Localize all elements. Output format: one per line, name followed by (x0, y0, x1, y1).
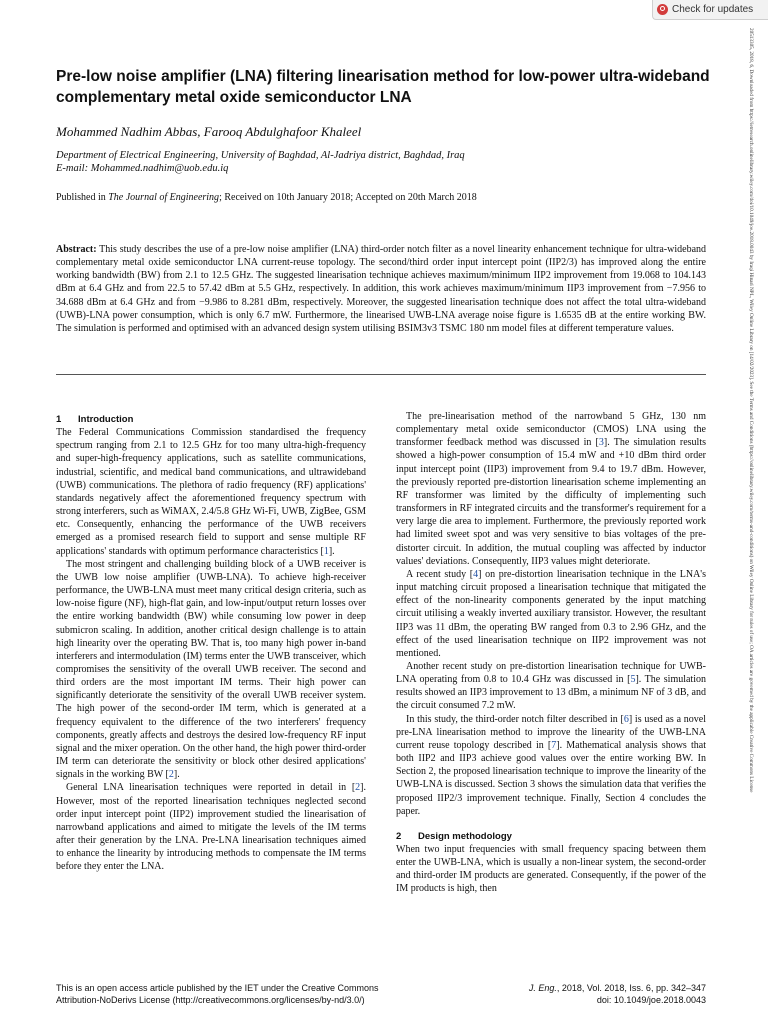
check-for-updates-label: Check for updates (672, 4, 754, 15)
citation-link[interactable]: 1 (323, 545, 329, 557)
paragraph: A recent study [4] on pre-distortion linearisation technique in the LNA's input matching circuit proposed a linearisation technique that mitigated the effect of the non-linearity components generated by the input matching circuit utilising a weakly inverted auxiliary transistor. However, the resultant IIP3 was 11 dBm, the operating BW ranged from 0.3 to 2.96 GHz, and the effect of the used linearisation technique on IIP2 improvement was not mentioned. (396, 568, 706, 659)
update-icon (657, 4, 668, 15)
citation-link[interactable]: 7 (551, 739, 557, 751)
license-footer: This is an open access article published by the IET under the Creative Commons Attribution-NoDerivs License (http://creativecommons.org/licenses/by-nd/3.0/) (56, 982, 456, 1006)
paragraph: General LNA linearisation techniques were reported in detail in [2]. However, most of the reported linearisation techniques neglected second order input intercept point (IIP2) improvement studied the linearisation of narrowband applications and aimed to mitigate the levels of the IM terms after their generation by the LNA. Pre-LNA linearisation techniques aimed to enhance the linearity by introducing methods to compensate the IM terms before they enter the LNA. (56, 782, 366, 873)
paragraph: Another recent study on pre-distortion linearisation technique for UWB-LNA operating from 0.8 to 10.4 GHz was discussed in [5]. The simulation results showed an IIP3 improvement to 13 dBm, a minimum NF of 3 dB, and the circuit consumed 7.2 mW. (396, 660, 706, 712)
check-for-updates-badge[interactable] (652, 0, 768, 20)
affiliation-department: Department of Electrical Engineering, University of Baghdad, Al-Jadriya district, Baghdad, Iraq (56, 150, 465, 161)
abstract-text: This study describes the use of a pre-low noise amplifier (LNA) third-order notch filter as a novel linearity enhancement technique for ultra-wideband complementary metal oxide semiconductor LNA current-reuse topology. The second/third order input intercept point (IIP2/3) has improved along the entire working bandwidth (BW) from 2.1 to 12.5 GHz. The suggested linearisation technique achieves maximum/minimum IIP2 improvement from 19.068 to 104.143 dBm at 6.4 GHz and from 22.5 to 57.42 dBm at 5.5 GHz, respectively. In addition, this work achieves maximum/minimum IIP3 improvement from −7.956 to 34.688 dBm at 6.4 GHz and from −9.986 to 8.281 dBm, respectively. Moreover, the suggested linearisation technique does not affect the total ultra-wideband (UWB)-LNA power consumption, which is only 6.7 mW. Furthermore, the linearised UWB-LNA average noise figure is 1.6535 dB at the entire working BW. The simulation is performed and optimised with an advanced design system utilising BSIM3v3 TSMC 180 nm model files at different temperature values. (56, 244, 707, 334)
license-link[interactable]: Attribution-NoDerivs License (http://creativecommons.org/licenses/by-nd/3.0/) (56, 995, 365, 1005)
abstract-divider (56, 374, 706, 375)
citation-link[interactable]: 5 (630, 674, 636, 686)
paper-title: Pre-low noise amplifier (LNA) filtering linearisation method for low-power ultra-wideband complementary metal oxide semiconductor LNA (56, 68, 710, 106)
citation-link[interactable]: 6 (623, 713, 629, 725)
citation-footer: J. Eng., 2018, Vol. 2018, Iss. 6, pp. 342–347 doi: 10.1049/joe.2018.0043 (460, 982, 706, 1006)
citation-link[interactable]: 3 (598, 437, 604, 449)
publication-info: Published in The Journal of Engineering; Received on 10th January 2018; Accepted on 20th March 2018 (56, 192, 477, 203)
affiliation-email[interactable]: E-mail: Mohammed.nadhim@uob.edu.iq (56, 163, 229, 174)
citation-link[interactable]: 4 (473, 568, 479, 580)
right-column (396, 410, 706, 896)
abstract-label: Abstract: (56, 244, 97, 255)
journal-name: The Journal of Engineering (108, 192, 220, 203)
citation-link[interactable]: 2 (355, 782, 361, 794)
paragraph: The Federal Communications Commission standardised the frequency spectrum ranging from 2.1 to 12.5 GHz for too many ultra-high-frequency and super-high-frequency applications, such as satellite communications, industrial, scientific, and medical band communications, and ultrawideband (UWB) communications. The plethora of radio frequency (RF) applications' standards negatively affect the aforementioned frequency spectrum with strong interferers, such as WiMAX, 2.4/5.8 GHz Wi-Fi, UWB, ZigBee, GSM etc. Consequently, enhancing the performance of the UWB receivers emerged as a promised research field to support and sense multiple RF applications' standards with optimum performance characteristics [1]. (56, 427, 366, 557)
section-heading-introduction: 1 Introduction (56, 414, 134, 425)
section-heading-design-methodology: 2 Design methodology (396, 830, 512, 842)
left-column (56, 413, 366, 873)
doi[interactable]: doi: 10.1049/joe.2018.0043 (596, 995, 706, 1005)
abstract (56, 243, 706, 335)
authors: Mohammed Nadhim Abbas, Farooq Abdulghafoor Khaleel (56, 124, 362, 139)
paragraph: In this study, the third-order notch filter described in [6] is used as a novel pre-LNA linearisation method to improve the linearity of the UWB-LNA current reuse topology described in [7]. Mathematical analysis shows that both IIP2 and IIP3 achieve good values over the entire working BW. In Section 2, the proposed linearisation technique to improve the linearity of the UWB-LNA is discussed. Section 3 shows the simulation data that verifies the proposed IIP2/3 improvement technique. Finally, Section 4 concludes the paper. (396, 713, 706, 817)
paragraph: The most stringent and challenging building block of a UWB receiver is the UWB low noise amplifier (UWB-LNA). To achieve high-receiver performance, the UWB-LNA must meet many critical design criteria, such as low-noise figure (NF), high-flat gain, and low-input/output return losses over the entire working bandwidth (BW) while consuming low power in deep submicron scaling. In addition, another critical design challenge is to attain high linearity over the operating BW. That is, too many high power in-band interferers and intermodulation (IM) terms enter the UWB transceiver, which compromises the sensitivity of the overall UWB receiver. The second and third orders are the most important IM terms. Their high power can significantly deteriorate the sensitivity of the overall UWB receiver system. The high power of the second-order IM term, which is generated at a frequency equivalent to the difference of the two interferers' frequency components, greatly affects and destroys the desired low-frequency RF input signal and the mixer operation. On the other hand, the high power third-order IM term can deteriorate the sensitivity or block other desired applications' signals in the working BW [2]. (56, 558, 366, 781)
affiliation (56, 149, 716, 175)
download-watermark: 20513305, 2018, 6, Downloaded from https://ietresearch.onlinelibrary.wiley.com/doi/10.1049/joe.2018.0043 by Iraqi Hinari NPL, Wiley Online Library on [14/02/2023]. See the Terms and Conditions (https://onlinelibrary.wiley.com/terms-and-conditions) on Wiley Online Library for rules of use; OA articles are governed by the applicable Creative Commons License (748, 28, 754, 793)
citation-link[interactable]: 2 (168, 769, 174, 781)
paragraph: When two input frequencies with small frequency spacing between them enter the UWB-LNA, which is usually a non-linear system, the second-order and third-order IM products are generated. Consequently, if the power of the IM products is high, then (396, 844, 706, 895)
paragraph: The pre-linearisation method of the narrowband 5 GHz, 130 nm complementary metal oxide semiconductor (CMOS) LNA using the transformer feedback method was discussed in [3]. The simulation results showed a high-power consumption of 15.4 mW and +10 dBm third order input intercept point (IIP3) improvement from 9.4 to 19.7 dBm. However, the previously reported pre-distortion linearisation scheme implementing an RF transformer was limited by the difficulty of implementing such transformers in RF integrated circuits and the transformer's requirement for a very large die area to implement. Furthermore, the previously reported work had limited sweet spot and was very sensitive to bias voltages of the pre-distorter circuit. In addition, the mutual coupling was affected by inductor values' deviations. Consequently, IIP3 values might deteriorate. (396, 411, 707, 567)
